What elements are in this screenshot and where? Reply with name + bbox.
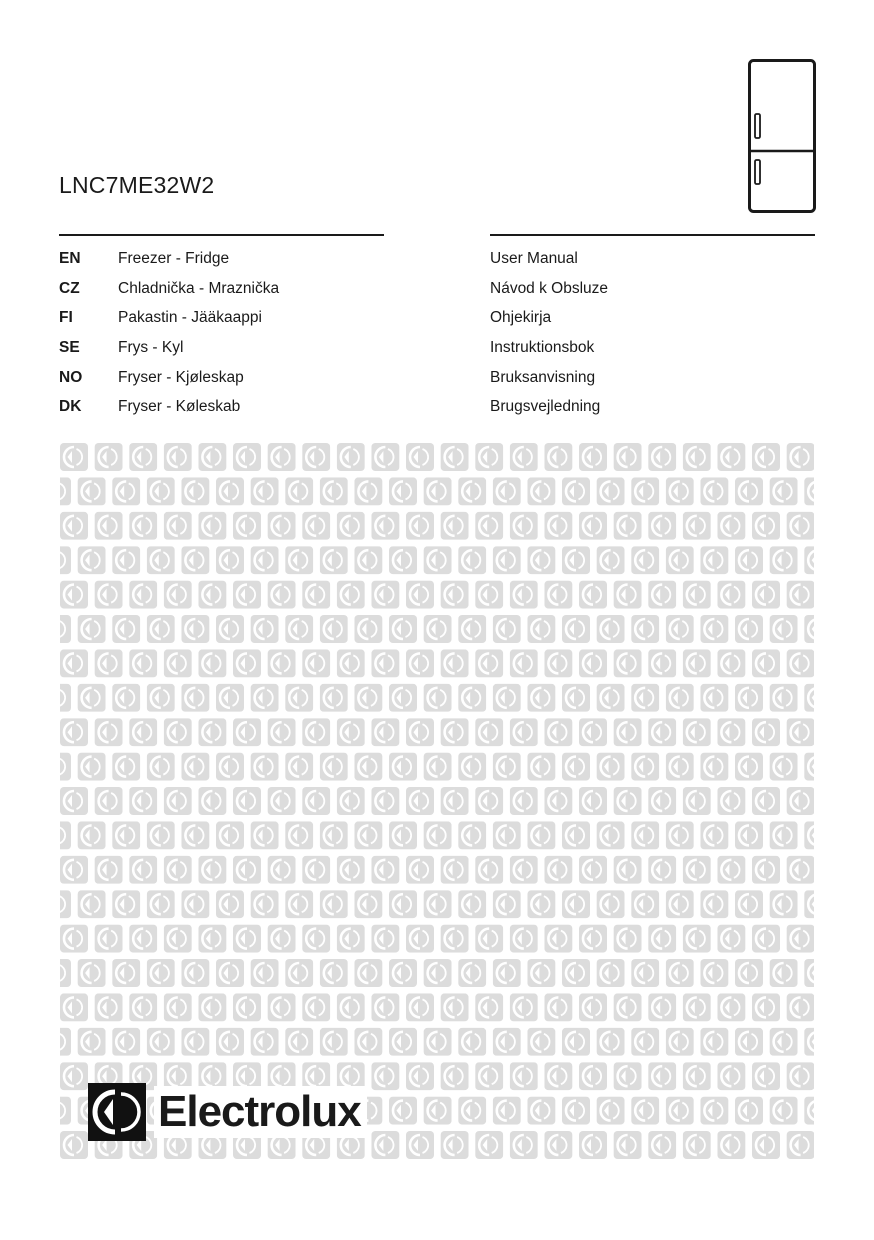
product-name: Chladnička - Mraznička xyxy=(118,279,280,297)
divider-left xyxy=(59,234,384,236)
manual-title: Bruksanvisning xyxy=(490,368,596,386)
fridge-icon xyxy=(748,59,816,213)
product-name: Fryser - Kjøleskap xyxy=(118,368,244,386)
manual-title: Instruktionsbok xyxy=(490,339,595,357)
language-code: DK xyxy=(59,398,82,416)
language-code: EN xyxy=(59,250,81,267)
language-row-no xyxy=(59,369,819,399)
brand-name: Electrolux xyxy=(154,1086,367,1138)
electrolux-logo-pattern-icon xyxy=(60,443,814,1165)
language-table xyxy=(59,250,819,428)
language-row-cz xyxy=(59,280,819,310)
language-row-dk xyxy=(59,398,819,428)
language-code: CZ xyxy=(59,279,80,297)
language-row-fi xyxy=(59,309,819,339)
manual-title: User Manual xyxy=(490,250,578,267)
language-row-en xyxy=(59,250,819,280)
electrolux-logo-icon xyxy=(88,1083,146,1141)
product-name: Freezer - Fridge xyxy=(118,250,230,267)
language-code: NO xyxy=(59,368,83,386)
model-number: LNC7ME32W2 xyxy=(59,172,215,198)
product-name: Fryser - Køleskab xyxy=(118,398,241,416)
product-name: Pakastin - Jääkaappi xyxy=(118,309,262,327)
manual-title: Ohjekirja xyxy=(490,309,552,327)
language-code: FI xyxy=(59,309,73,327)
manual-title: Návod k Obsluze xyxy=(490,279,609,297)
language-code: SE xyxy=(59,339,80,357)
manual-title: Brugsvejledning xyxy=(490,398,601,416)
divider-right xyxy=(490,234,815,236)
language-row-se xyxy=(59,339,819,369)
product-name: Frys - Kyl xyxy=(118,339,184,357)
